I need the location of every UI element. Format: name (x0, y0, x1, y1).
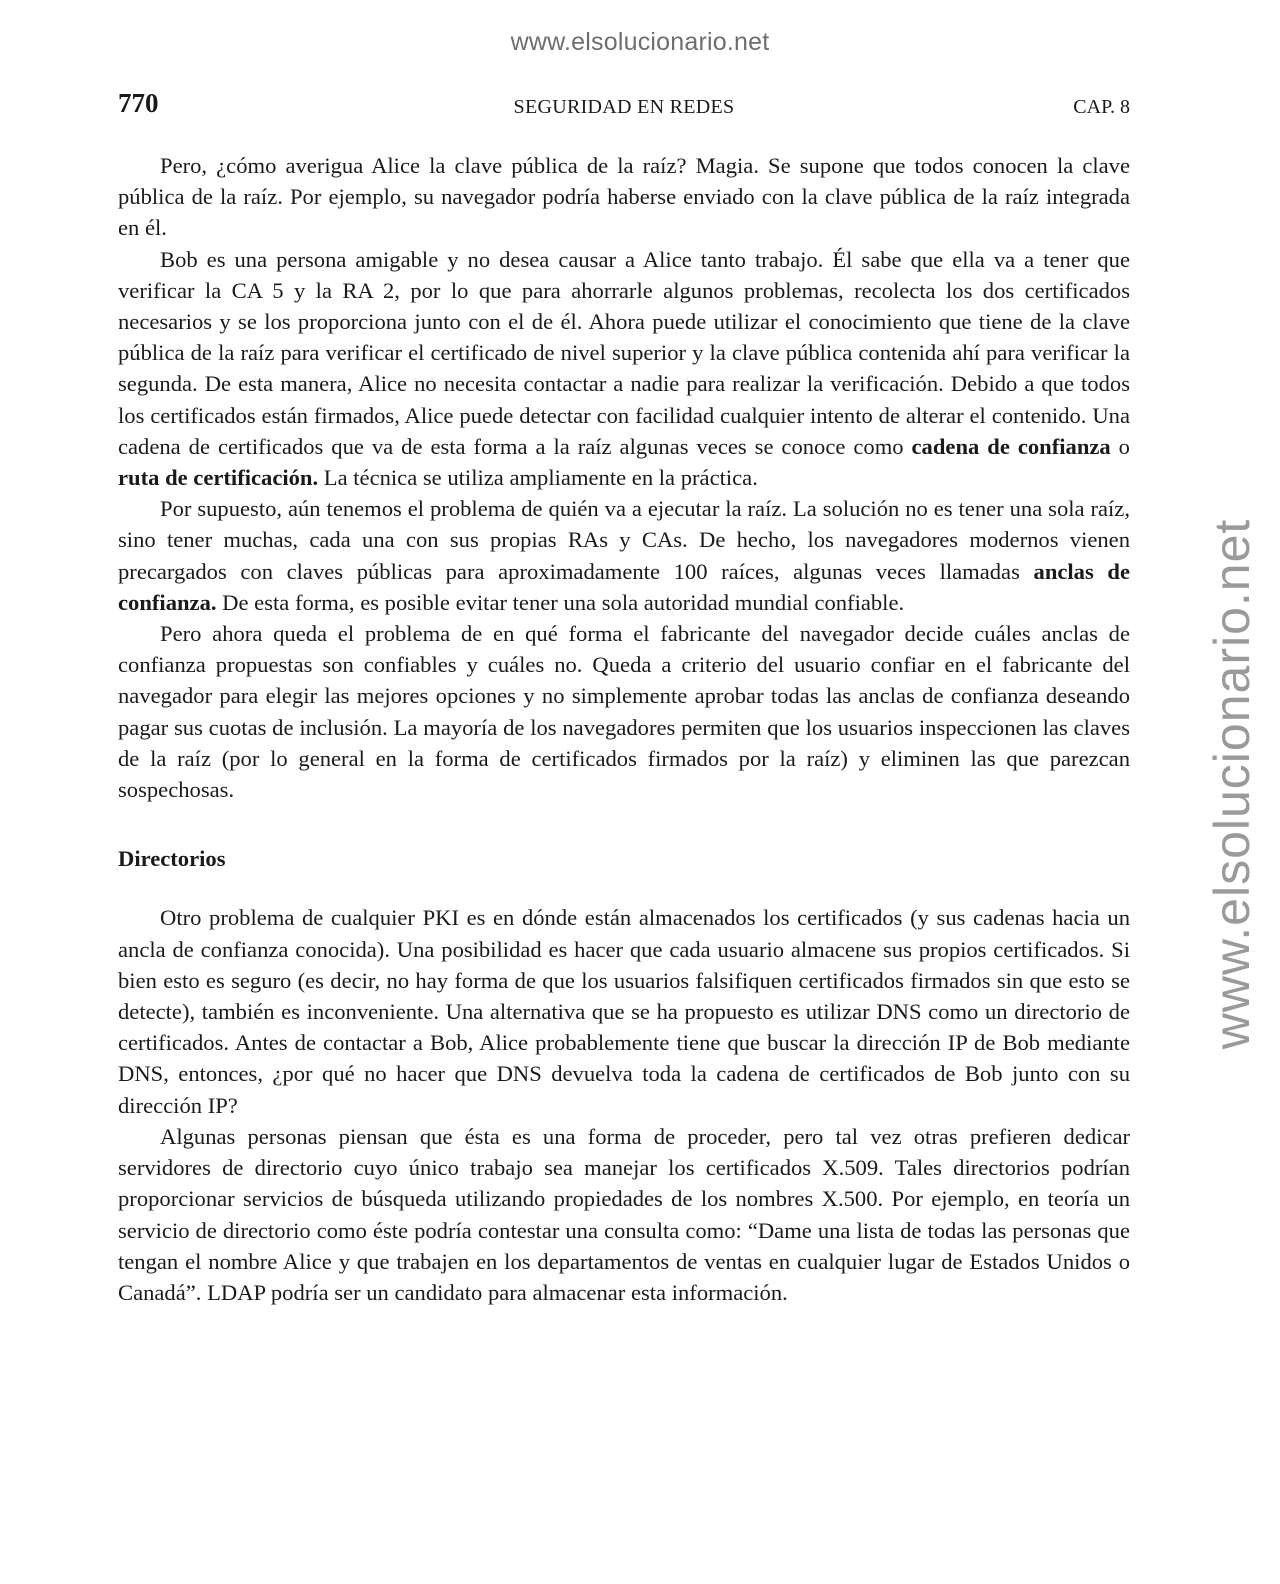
paragraph-browser-vendor: Pero ahora queda el problema de en qué forma el fabricante del navegador decide cuáles anclas de confianza propuestas son confiables y cuáles no. Queda a criterio del usuario confiar en el fabricante del navegador para elegir las mejores opciones y no simplemente aprobar todas las anclas de confianza deseando pagar sus cuotas de inclusión. La mayoría de los navegadores permiten que los usuarios inspeccionen las claves de la raíz (por lo general en la forma de certificados firmados por la raíz) y eliminen las que parezcan sospechosas. (118, 621, 1130, 803)
paragraph-pki-storage: Otro problema de cualquier PKI es en dónde están almacenados los certificados (y sus cadenas hacia un ancla de confianza conocida). Una posibilidad es hacer que cada usuario almacene sus propios certificados. Si bien esto es seguro (es decir, no hay forma de que los usuarios falsifiquen certificados firmados sin que esto se detecte), también es inconveniente. Una alternativa que se ha propuesto es utilizar DNS como un directorio de certificados. Antes de contactar a Bob, Alice probablemente tiene que buscar la dirección IP de Bob mediante DNS, entonces, ¿por qué no hacer que DNS devuelva toda la cadena de certificados de Bob junto con su dirección IP? (118, 905, 1130, 1118)
paragraph-text: La técnica se utiliza ampliamente en la práctica. (318, 465, 758, 491)
paragraph-text: o (1110, 433, 1130, 459)
section-heading-directorios: Directorios (118, 846, 226, 872)
chapter-label: CAP. 8 (1073, 96, 1130, 118)
paragraph-text: Por supuesto, aún tenemos el problema de quién va a ejecutar la raíz. La solución no es tener una sola raíz, sino tener muchas, cada una con sus propias RAs y CAs. De hecho, los navegadores modernos vienen precargados con claves públicas para aproximadamente 100 raíces, algunas veces llamadas (118, 496, 1130, 584)
term-certification-path: ruta de certificación. (118, 465, 319, 491)
chapter-title: SEGURIDAD EN REDES (513, 96, 735, 118)
running-head (118, 88, 1130, 124)
watermark-top: www.elsolucionario.net (510, 28, 770, 56)
page-number: 770 (118, 88, 159, 118)
paragraph-directory-servers: Algunas personas piensan que ésta es una forma de proceder, pero tal vez otras prefieren dedicar servidores de directorio cuyo único trabajo sea manejar los certificados X.509. Tales directorios podrían proporcionar servicios de búsqueda utilizando propiedades de los nombres X.500. Por ejemplo, en teoría un servicio de directorio como éste podría contestar una consulta como: “Dame una lista de todas las personas que tengan el nombre Alice y que trabajen en los departamentos de ventas en cualquier lugar de Estados Unidos o Canadá”. LDAP podría ser un candidato para almacenar esta información. (118, 1123, 1130, 1305)
paragraph-text: De esta forma, es posible evitar tener una sola autoridad mundial confiable. (216, 589, 905, 615)
paragraph-trust-anchors (118, 493, 1130, 618)
paragraph-text: Bob es una persona amigable y no desea causar a Alice tanto trabajo. Él sabe que ella va a tener que verificar la CA 5 y la RA 2, por lo que para ahorrarle algunos problemas, recolecta los dos certificados necesarios y se los proporciona junto con el de él. Ahora puede utilizar el conocimiento que tiene de la clave pública de la raíz para verificar el certificado de nivel superior y la clave pública contenida ahí para verificar la segunda. De esta manera, Alice no necesita contactar a nadie para realizar la verificación. Debido a que todos los certificados están firmados, Alice puede detectar con facilidad cualquier intento de alterar el contenido. Una cadena de certificados que va de esta forma a la raíz algunas veces se conoce como (118, 246, 1130, 459)
watermark-side: www.elsolucionario.net (1204, 518, 1260, 1050)
paragraph-chain-of-trust (118, 244, 1130, 494)
paragraph-root-key: Pero, ¿cómo averigua Alice la clave pública de la raíz? Magia. Se supone que todos conocen la clave pública de la raíz. Por ejemplo, su navegador podría haberse enviado con la clave pública de la raíz integrada en él. (118, 153, 1130, 241)
term-trust-anchors: anclas de confianza. (118, 558, 1130, 615)
term-chain-of-trust: cadena de confianza (911, 433, 1111, 459)
body-text (118, 150, 1130, 1308)
